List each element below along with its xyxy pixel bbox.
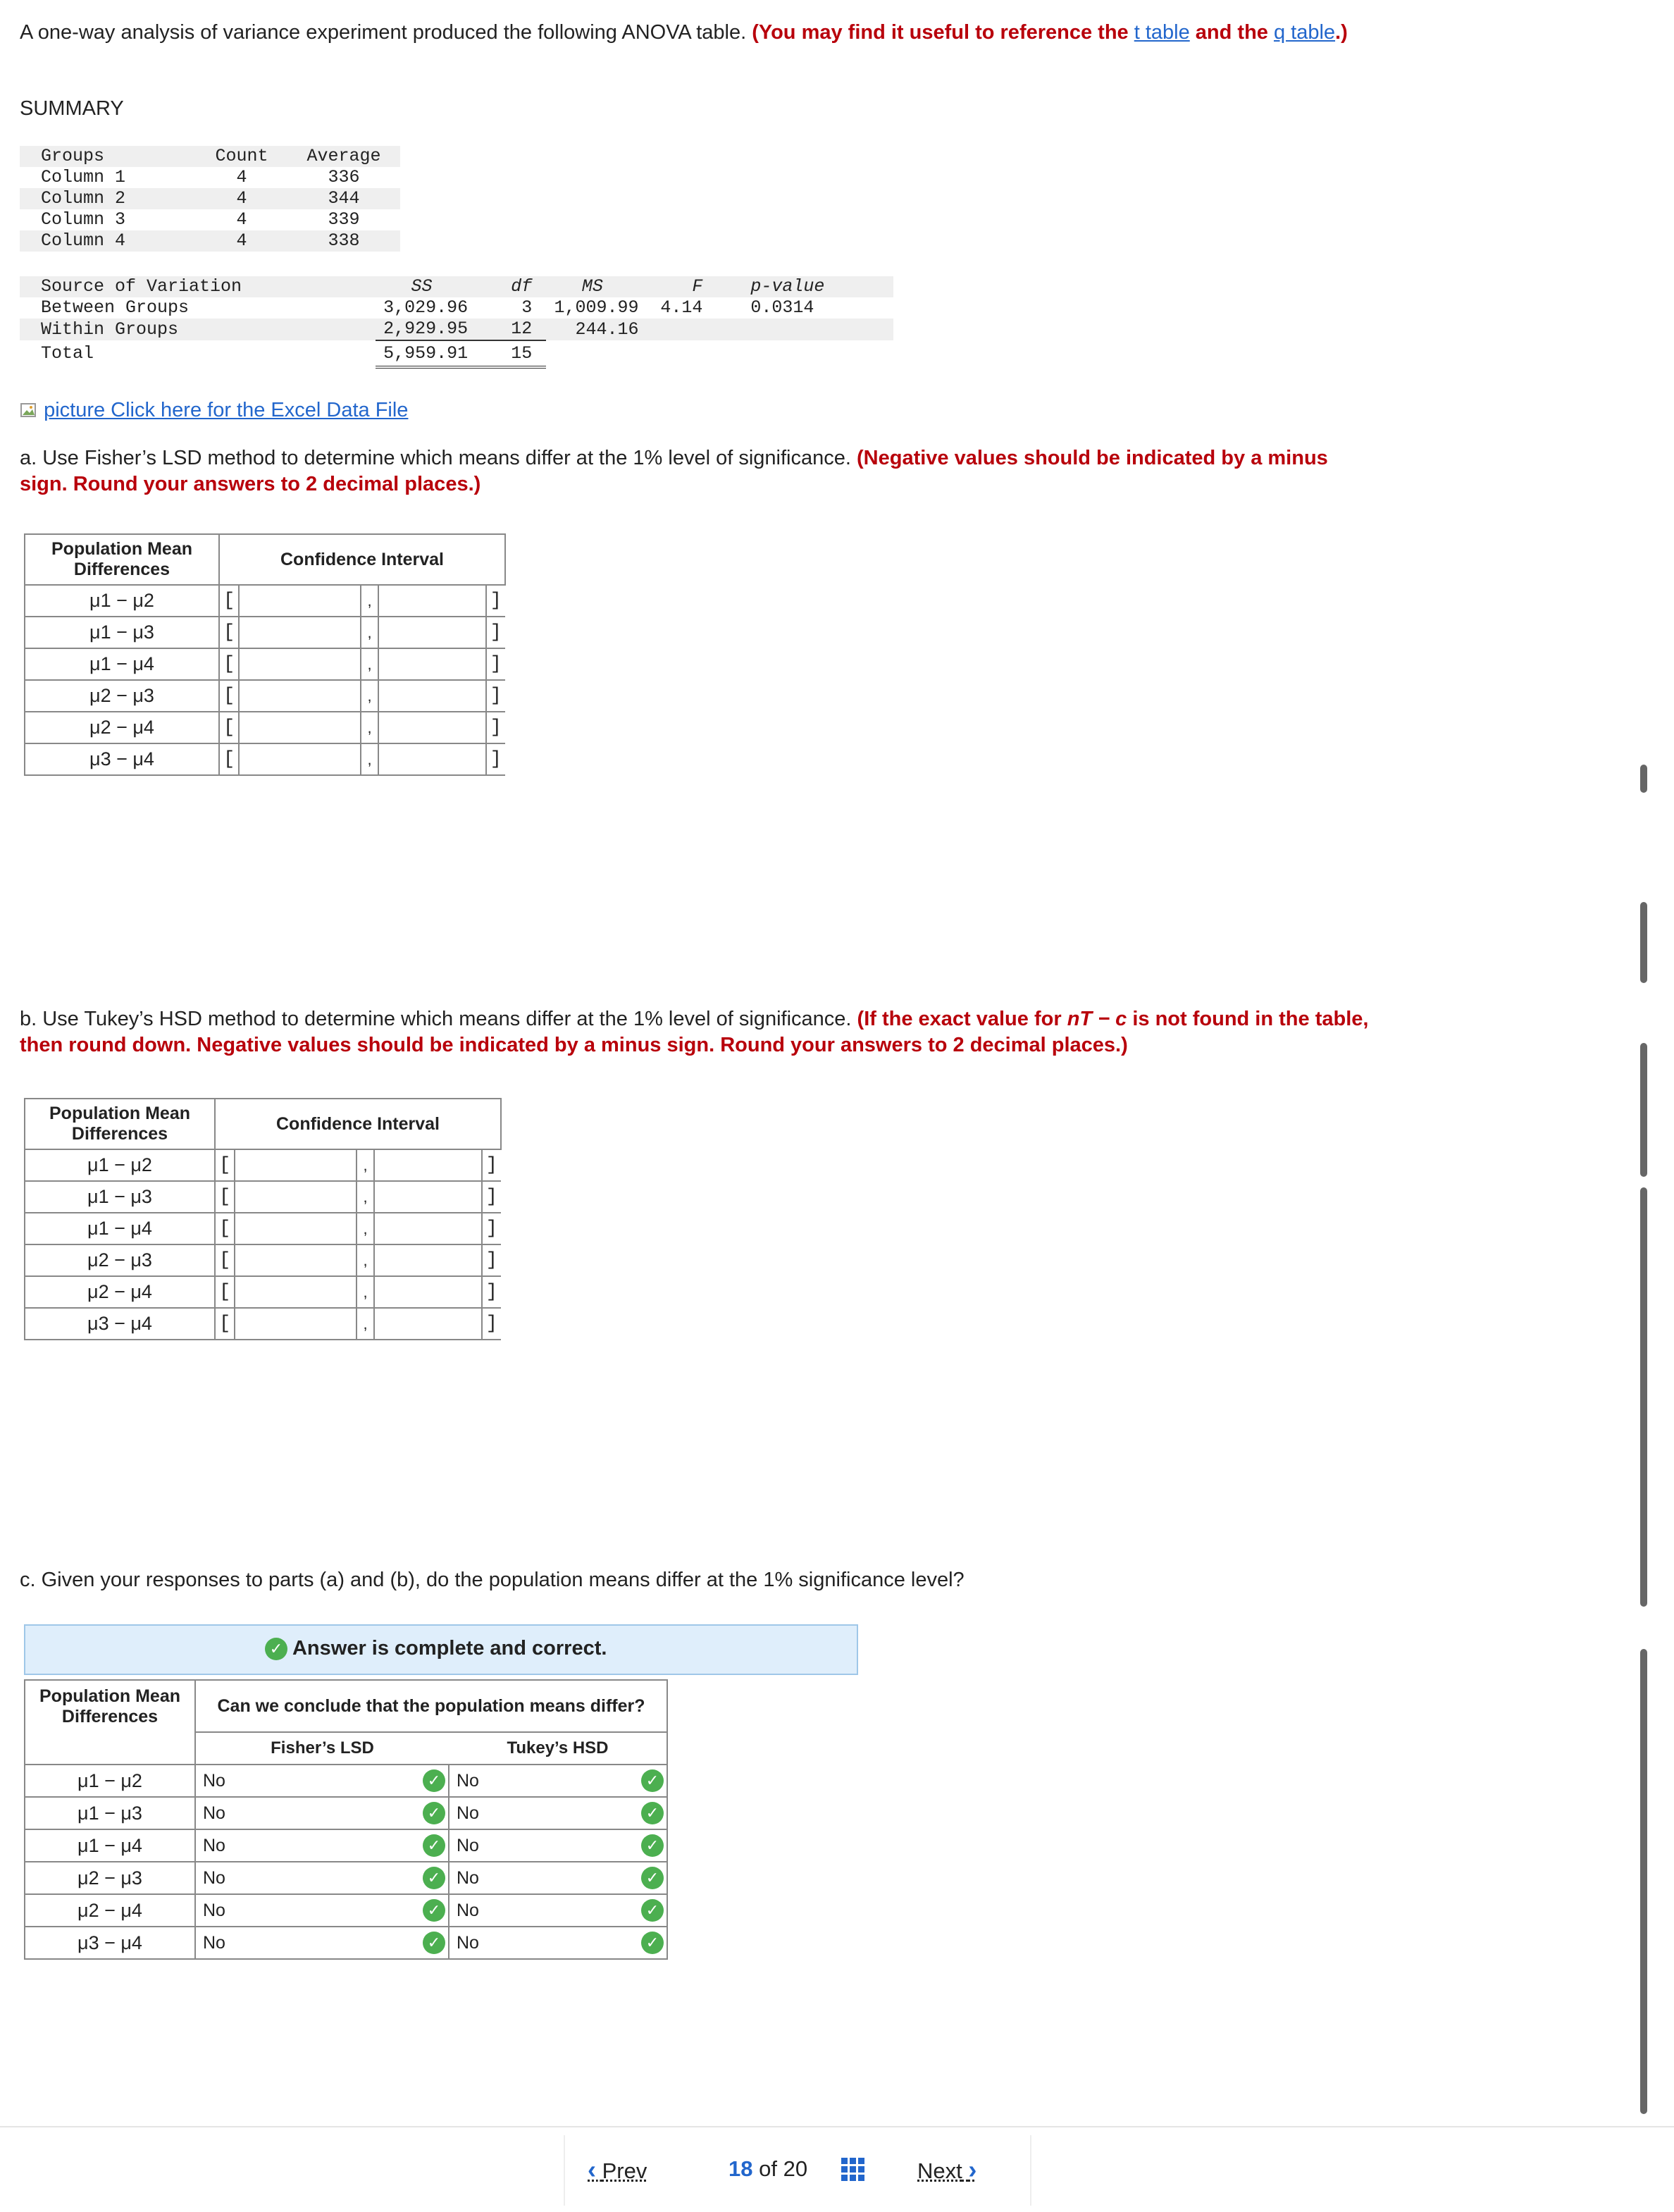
- conclusion-row-label: μ1 − μ2: [25, 1765, 195, 1797]
- tukey-row-label: μ3 − μ4: [25, 1308, 215, 1340]
- part-a-prompt: [20, 445, 1372, 498]
- close-bracket: ]: [482, 1181, 501, 1213]
- comma-separator: ,: [361, 712, 378, 743]
- fisher-upper-input[interactable]: [378, 680, 486, 712]
- summary-header-average: Average: [306, 146, 381, 166]
- summary-cell: 336: [328, 167, 360, 187]
- comma-separator: ,: [356, 1181, 373, 1213]
- part-b-prompt: [20, 1006, 1372, 1058]
- tukey-upper-input[interactable]: [374, 1244, 482, 1276]
- fisher-answer-select[interactable]: No: [195, 1829, 414, 1862]
- part-b-note-pre: (If the exact value for: [857, 1008, 1067, 1030]
- tukey-check-mark: [633, 1829, 667, 1862]
- open-bracket: [: [219, 648, 239, 680]
- fisher-upper-input[interactable]: [378, 648, 486, 680]
- comma-separator: ,: [361, 585, 378, 617]
- close-bracket: ]: [486, 680, 505, 712]
- anova-cell: [638, 319, 702, 340]
- fisher-check-mark: [414, 1765, 449, 1797]
- tukey-ci-header-differences: Population Mean Differences: [25, 1099, 215, 1149]
- fisher-ci-header-interval: Confidence Interval: [219, 534, 505, 585]
- pagination-bar: [564, 2135, 1031, 2206]
- check-icon: ✓: [641, 1769, 664, 1792]
- scrollbar-segment[interactable]: [1640, 765, 1647, 793]
- scrollbar-segment[interactable]: [1640, 1187, 1647, 1607]
- anova-cell: 3,029.96: [383, 297, 469, 318]
- chevron-left-icon: ‹: [588, 2155, 596, 2184]
- close-bracket: ]: [486, 712, 505, 743]
- conclusion-row-label: μ3 − μ4: [25, 1927, 195, 1959]
- summary-cell: 339: [328, 209, 360, 230]
- open-bracket: [: [219, 712, 239, 743]
- fisher-answer-select[interactable]: No: [195, 1927, 414, 1959]
- next-label: Next: [917, 2158, 962, 2183]
- fisher-row-label: μ3 − μ4: [25, 743, 219, 775]
- anova-cell: Total: [41, 343, 94, 364]
- check-icon: ✓: [423, 1802, 445, 1824]
- tukey-answer-select[interactable]: No: [449, 1894, 633, 1927]
- open-bracket: [: [219, 680, 239, 712]
- part-b-note-symbol: nT − c: [1067, 1008, 1127, 1030]
- answer-status-banner: [24, 1624, 858, 1675]
- excel-data-link-row[interactable]: [20, 399, 408, 422]
- conclusion-header-question: Can we conclude that the population means differ?: [195, 1680, 667, 1732]
- comma-separator: ,: [356, 1213, 373, 1244]
- fisher-lower-input[interactable]: [239, 680, 361, 712]
- conclusion-row-label: μ1 − μ4: [25, 1829, 195, 1862]
- tukey-upper-input[interactable]: [374, 1213, 482, 1244]
- open-bracket: [: [219, 743, 239, 775]
- tukey-answer-select[interactable]: No: [449, 1797, 633, 1829]
- chevron-right-icon: ›: [968, 2155, 977, 2184]
- anova-cell: 4.14: [660, 297, 703, 318]
- conclusion-header-differences: Population Mean Differences: [25, 1680, 195, 1765]
- fisher-row-label: μ1 − μ3: [25, 617, 219, 648]
- page-counter: [728, 2156, 807, 2182]
- fisher-check-mark: [414, 1894, 449, 1927]
- tukey-ci-table: [24, 1098, 502, 1340]
- close-bracket: ]: [486, 743, 505, 775]
- summary-label: SUMMARY: [20, 97, 124, 120]
- anova-cell: 12: [511, 319, 533, 339]
- intro-paragraph: [20, 20, 1358, 46]
- anova-header-f: F: [692, 276, 703, 297]
- check-icon: ✓: [641, 1867, 664, 1889]
- anova-header-ss: SS: [411, 276, 433, 297]
- broken-image-icon: [20, 401, 38, 419]
- anova-cell: 1,009.99: [554, 297, 639, 318]
- fisher-lower-input[interactable]: [239, 617, 361, 648]
- fisher-row-label: μ2 − μ4: [25, 712, 219, 743]
- anova-cell: 3: [521, 297, 533, 318]
- fisher-answer-select[interactable]: No: [195, 1797, 414, 1829]
- check-icon: ✓: [641, 1899, 664, 1922]
- tukey-answer-select[interactable]: No: [449, 1765, 633, 1797]
- comma-separator: ,: [356, 1244, 373, 1276]
- fisher-row-label: μ1 − μ2: [25, 585, 219, 617]
- tukey-check-mark: [633, 1862, 667, 1894]
- summary-header-groups: Groups: [41, 146, 105, 166]
- tukey-lower-input[interactable]: [235, 1213, 356, 1244]
- close-bracket: ]: [486, 617, 505, 648]
- open-bracket: [: [215, 1276, 235, 1308]
- tukey-check-mark: [633, 1797, 667, 1829]
- tukey-row-label: μ2 − μ4: [25, 1276, 215, 1308]
- tukey-lower-input[interactable]: [235, 1244, 356, 1276]
- fisher-lower-input[interactable]: [239, 648, 361, 680]
- close-bracket: ]: [482, 1244, 501, 1276]
- check-icon: ✓: [423, 1834, 445, 1857]
- part-c-prompt: c. Given your responses to parts (a) and (b), do the population means differ at the 1% significance level?: [20, 1569, 965, 1591]
- tukey-lower-input[interactable]: [235, 1276, 356, 1308]
- tukey-check-mark: [633, 1765, 667, 1797]
- tukey-upper-input[interactable]: [374, 1308, 482, 1340]
- conclusion-row-label: μ2 − μ4: [25, 1894, 195, 1927]
- tukey-upper-input[interactable]: [374, 1276, 482, 1308]
- fisher-upper-input[interactable]: [378, 743, 486, 775]
- anova-cell: 5,959.91: [376, 340, 468, 367]
- fisher-lower-input[interactable]: [239, 585, 361, 617]
- check-icon: ✓: [423, 1899, 445, 1922]
- tukey-lower-input[interactable]: [235, 1149, 356, 1181]
- fisher-upper-input[interactable]: [378, 712, 486, 743]
- part-b-text: b. Use Tukey’s HSD method to determine which means differ at the 1% level of significance.: [20, 1008, 852, 1030]
- intro-hint-mid: and the: [1189, 21, 1274, 44]
- conclusion-row-label: μ2 − μ3: [25, 1862, 195, 1894]
- fisher-row-label: μ1 − μ4: [25, 648, 219, 680]
- comma-separator: ,: [356, 1308, 373, 1340]
- fisher-check-mark: [414, 1829, 449, 1862]
- anova-cell: [702, 319, 893, 340]
- conclusion-table: [24, 1679, 668, 1960]
- open-bracket: [: [219, 617, 239, 648]
- comma-separator: ,: [356, 1149, 373, 1181]
- summary-cell: 4: [236, 230, 247, 251]
- column-tukey-hsd: Tukey’s HSD: [449, 1732, 667, 1765]
- q-table-link[interactable]: q table: [1273, 21, 1336, 44]
- tukey-check-mark: [633, 1927, 667, 1959]
- tukey-answer-select[interactable]: No: [449, 1927, 633, 1959]
- comma-separator: ,: [361, 648, 378, 680]
- scrollbar-segment[interactable]: [1640, 902, 1647, 983]
- tukey-answer-select[interactable]: No: [449, 1829, 633, 1862]
- intro-text: A one-way analysis of variance experiment produced the following ANOVA table.: [20, 21, 747, 44]
- check-icon: ✓: [641, 1834, 664, 1857]
- anova-table: [20, 276, 893, 369]
- fisher-row-label: μ2 − μ3: [25, 680, 219, 712]
- summary-cell: 4: [236, 209, 247, 230]
- open-bracket: [: [215, 1244, 235, 1276]
- tukey-lower-input[interactable]: [235, 1308, 356, 1340]
- total-pages: 20: [783, 2156, 808, 2181]
- scrollbar-segment[interactable]: [1640, 1649, 1647, 2114]
- prev-button[interactable]: [588, 2155, 647, 2185]
- tukey-row-label: μ1 − μ3: [25, 1181, 215, 1213]
- tukey-row-label: μ1 − μ4: [25, 1213, 215, 1244]
- page-of: of: [759, 2156, 777, 2181]
- check-icon: ✓: [265, 1638, 287, 1660]
- anova-cell: 15: [468, 340, 546, 367]
- summary-cell: 4: [236, 188, 247, 209]
- anova-header-ms: MS: [581, 276, 603, 297]
- current-page: 18: [728, 2156, 753, 2181]
- anova-cell: Within Groups: [41, 319, 179, 340]
- tukey-lower-input[interactable]: [235, 1181, 356, 1213]
- close-bracket: ]: [482, 1149, 501, 1181]
- summary-cell: 338: [328, 230, 360, 251]
- anova-header-df: df: [511, 276, 533, 297]
- scrollbar-segment[interactable]: [1640, 1043, 1647, 1177]
- grid-icon[interactable]: [841, 2158, 865, 2182]
- tukey-ci-header-interval: Confidence Interval: [215, 1099, 501, 1149]
- summary-cell: 344: [328, 188, 360, 209]
- summary-cell: Column 2: [41, 188, 126, 209]
- tukey-check-mark: [633, 1894, 667, 1927]
- tukey-upper-input[interactable]: [374, 1149, 482, 1181]
- prev-label: Prev: [602, 2158, 647, 2183]
- summary-cell: 4: [236, 167, 247, 187]
- open-bracket: [: [219, 585, 239, 617]
- intro-hint-post: .): [1335, 21, 1348, 44]
- anova-header-p: p-value: [750, 276, 825, 297]
- check-icon: ✓: [423, 1867, 445, 1889]
- open-bracket: [: [215, 1149, 235, 1181]
- close-bracket: ]: [486, 585, 505, 617]
- fisher-check-mark: [414, 1862, 449, 1894]
- fisher-ci-header-differences: Population Mean Differences: [25, 534, 219, 585]
- answer-status-text: Answer is complete and correct.: [292, 1637, 607, 1660]
- close-bracket: ]: [482, 1276, 501, 1308]
- part-a-text: a. Use Fisher’s LSD method to determine which means differ at the 1% level of significance.: [20, 447, 851, 469]
- comma-separator: ,: [361, 743, 378, 775]
- tukey-answer-select[interactable]: No: [449, 1862, 633, 1894]
- fisher-upper-input[interactable]: [378, 617, 486, 648]
- tukey-row-label: μ2 − μ3: [25, 1244, 215, 1276]
- fisher-lower-input[interactable]: [239, 743, 361, 775]
- comma-separator: ,: [356, 1276, 373, 1308]
- close-bracket: ]: [486, 648, 505, 680]
- tukey-row-label: μ1 − μ2: [25, 1149, 215, 1181]
- next-button[interactable]: [917, 2155, 976, 2185]
- conclusion-row-label: μ1 − μ3: [25, 1797, 195, 1829]
- fisher-answer-select[interactable]: No: [195, 1862, 414, 1894]
- part-a-note: (Negative values should be indicated by a minus sign. Round your answers to 2 decimal places.): [20, 447, 1328, 495]
- anova-cell: Between Groups: [41, 297, 190, 318]
- check-icon: ✓: [641, 1802, 664, 1824]
- close-bracket: ]: [482, 1308, 501, 1340]
- summary-cell: Column 4: [41, 230, 126, 251]
- tukey-upper-input[interactable]: [374, 1181, 482, 1213]
- anova-cell: 244.16: [575, 319, 639, 340]
- summary-header-count: Count: [215, 146, 268, 166]
- footer-divider: [0, 2126, 1674, 2127]
- fisher-ci-table: [24, 533, 506, 776]
- open-bracket: [: [215, 1308, 235, 1340]
- fisher-check-mark: [414, 1927, 449, 1959]
- fisher-lower-input[interactable]: [239, 712, 361, 743]
- comma-separator: ,: [361, 617, 378, 648]
- check-icon: ✓: [423, 1769, 445, 1792]
- open-bracket: [: [215, 1213, 235, 1244]
- fisher-answer-select[interactable]: No: [195, 1765, 414, 1797]
- check-icon: ✓: [641, 1932, 664, 1954]
- summary-cell: Column 3: [41, 209, 126, 230]
- column-fisher-lsd: Fisher’s LSD: [195, 1732, 449, 1765]
- anova-header-source: Source of Variation: [41, 276, 242, 297]
- anova-cell: 0.0314: [750, 297, 814, 318]
- fisher-answer-select[interactable]: No: [195, 1894, 414, 1927]
- excel-data-link[interactable]: picture Click here for the Excel Data File: [44, 399, 409, 421]
- part-b-note-post: is not found in the table, then round down. Negative values should be indicated by a minus sign. Round your answers to 2 decimal places.): [20, 1008, 1369, 1056]
- summary-cell: Column 1: [41, 167, 126, 187]
- comma-separator: ,: [361, 680, 378, 712]
- fisher-check-mark: [414, 1797, 449, 1829]
- summary-table: [20, 146, 400, 252]
- intro-hint-pre: (You may find it useful to reference the: [752, 21, 1134, 44]
- anova-cell: 2,929.95: [383, 319, 469, 339]
- open-bracket: [: [215, 1181, 235, 1213]
- t-table-link[interactable]: t table: [1134, 21, 1190, 44]
- check-icon: ✓: [423, 1932, 445, 1954]
- close-bracket: ]: [482, 1213, 501, 1244]
- fisher-upper-input[interactable]: [378, 585, 486, 617]
